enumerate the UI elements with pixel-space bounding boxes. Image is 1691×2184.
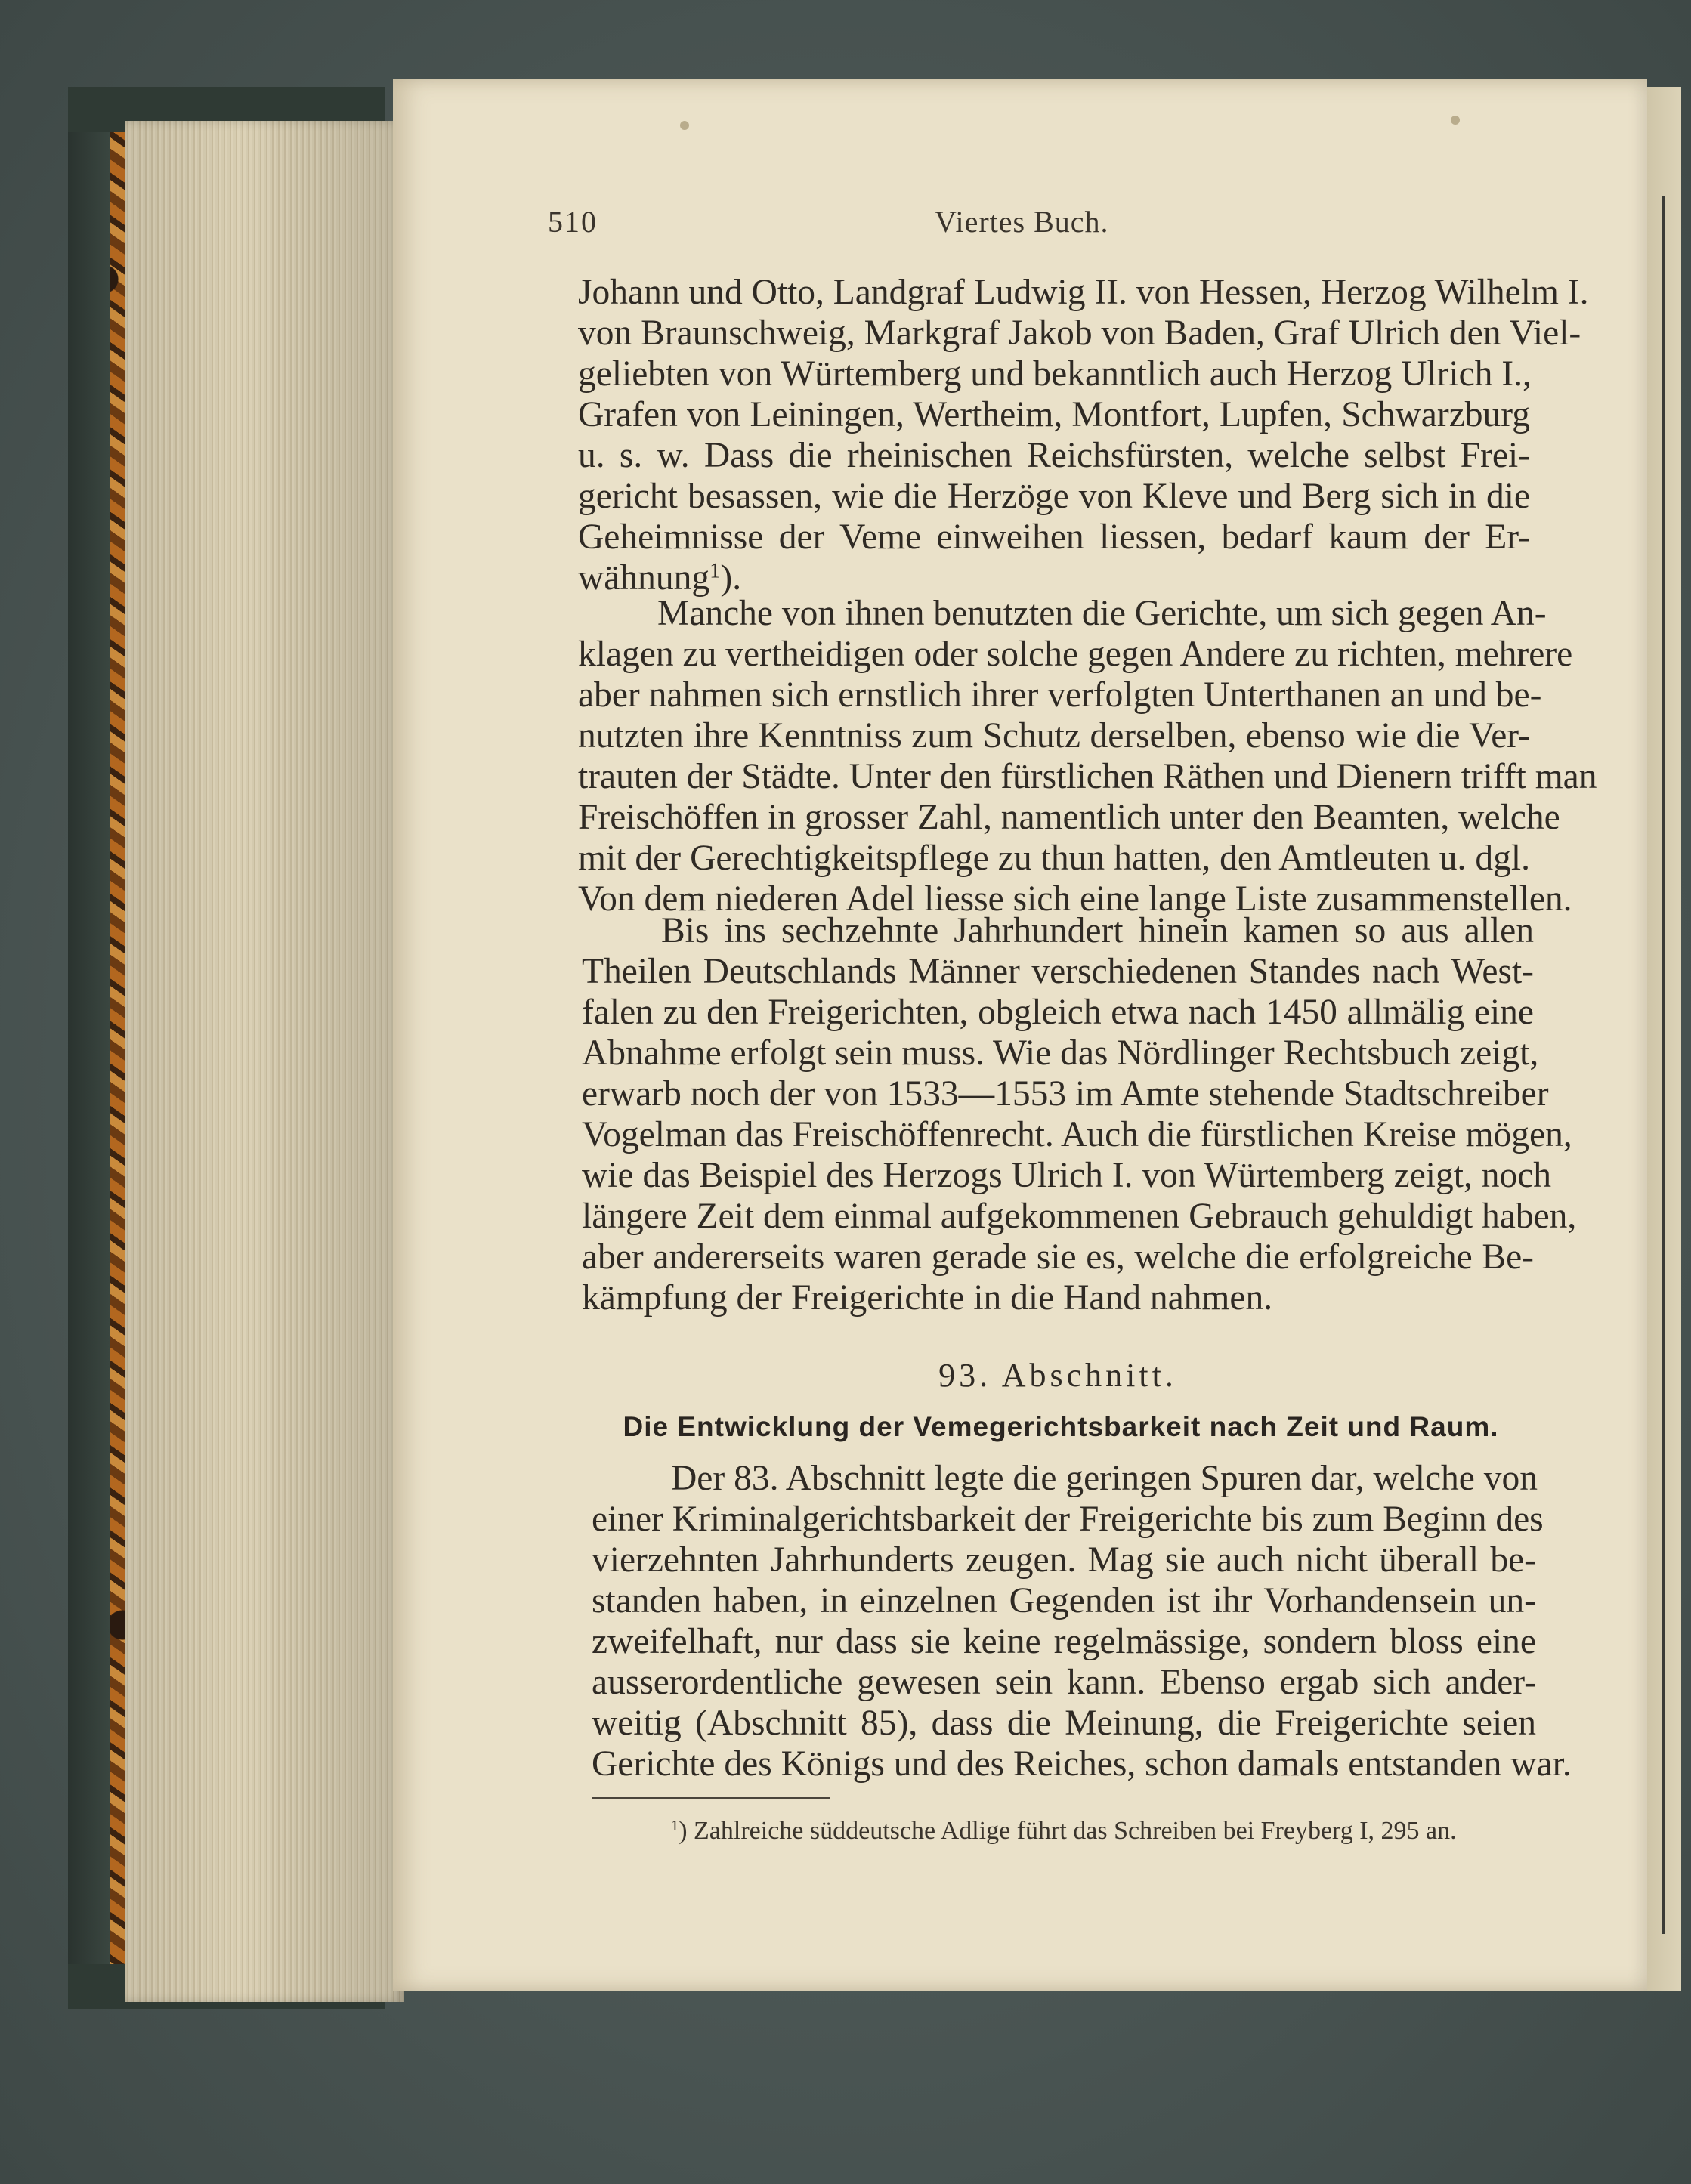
text-line: nutzten ihre Kenntniss zum Schutz derselben, ebenso wie die Ver-	[578, 716, 1530, 755]
footnote-marker: 1	[671, 1817, 679, 1834]
text-line: u. s. w. Dass die rheinischen Reichsfürsten, welche selbst Frei-	[578, 436, 1530, 475]
paper-spot	[1451, 116, 1460, 125]
footnote-divider	[592, 1797, 830, 1799]
paper-spot	[680, 121, 689, 130]
text-line-fragment: wähnung	[578, 558, 710, 598]
text-line: kämpfung der Freigerichte in die Hand nahmen.	[582, 1278, 1273, 1318]
text-line: zweifelhaft, nur dass sie keine regelmässige, sondern bloss eine	[592, 1622, 1536, 1661]
text-line: trauten der Städte. Unter den fürstlichen Räthen und Dienern trifft man	[578, 757, 1597, 796]
running-title: Viertes Buch.	[935, 205, 1109, 239]
text-line: falen zu den Freigerichten, obgleich etwa nach 1450 allmälig eine	[582, 993, 1534, 1032]
text-line: weitig (Abschnitt 85), dass die Meinung, die Freigerichte seien	[592, 1704, 1536, 1743]
text-line: Von dem niederen Adel liesse sich eine lange Liste zusammenstellen.	[578, 879, 1572, 919]
text-line: einer Kriminalgerichtsbarkeit der Freigerichte bis zum Beginn des	[592, 1500, 1544, 1539]
section-title: Die Entwicklung der Vemegerichtsbarkeit nach Zeit und Raum.	[623, 1411, 1499, 1442]
text-line: Manche von ihnen benutzten die Gerichte, um sich gegen An-	[657, 594, 1547, 633]
text-line: von Braunschweig, Markgraf Jakob von Baden, Graf Ulrich den Viel-	[578, 314, 1581, 353]
text-line-fragment: ).	[720, 558, 742, 598]
text-line: Freischöffen in grosser Zahl, namentlich unter den Beamten, welche	[578, 798, 1560, 837]
text-line: Grafen von Leiningen, Wertheim, Montfort, Lupfen, Schwarzburg	[578, 395, 1530, 434]
text-line: geliebten von Würtemberg und bekanntlich auch Herzog Ulrich I.,	[578, 354, 1532, 394]
paragraph-1	[578, 272, 1589, 598]
text-line: ausserordentliche gewesen sein kann. Ebenso ergab sich ander-	[592, 1663, 1536, 1702]
text-line: wie das Beispiel des Herzogs Ulrich I. von Würtemberg zeigt, noch	[582, 1156, 1552, 1195]
text-line: Johann und Otto, Landgraf Ludwig II. von Hessen, Herzog Wilhelm I.	[578, 273, 1589, 312]
page-header	[548, 204, 1538, 249]
text-line: standen haben, in einzelnen Gegenden ist ihr Vorhandensein un-	[592, 1581, 1536, 1620]
text-line: aber nahmen sich ernstlich ihrer verfolgten Unterthanen an und be-	[578, 675, 1542, 715]
text-line: vierzehnten Jahrhunderts zeugen. Mag sie auch nicht überall be-	[592, 1540, 1536, 1580]
text-line: mit der Gerechtigkeitspflege zu thun hatten, den Amtleuten u. dgl.	[578, 839, 1530, 878]
paragraph-2	[578, 593, 1597, 919]
footnote	[671, 1817, 1536, 1846]
text-line: Vogelman das Freischöffenrecht. Auch die fürstlichen Kreise mögen,	[582, 1115, 1572, 1154]
text-line: Gerichte des Königs und des Reiches, schon damals entstanden war.	[592, 1744, 1572, 1784]
footnote-reference: 1	[709, 559, 721, 583]
page-block-shade	[125, 121, 404, 2002]
text-line: längere Zeit dem einmal aufgekommenen Gebrauch gehuldigt haben,	[582, 1197, 1577, 1236]
text-line: Abnahme erfolgt sein muss. Wie das Nördlinger Rechtsbuch zeigt,	[582, 1033, 1539, 1073]
facing-page-gutter-line	[1662, 196, 1665, 1934]
text-line: Theilen Deutschlands Männer verschiedenen Standes nach West-	[582, 952, 1534, 991]
text-line: aber andererseits waren gerade sie es, welche die erfolgreiche Be-	[582, 1237, 1534, 1277]
text-line: Der 83. Abschnitt legte die geringen Spuren dar, welche von	[671, 1459, 1538, 1498]
paragraph-3	[582, 910, 1577, 1318]
leather-spine-strip	[68, 87, 110, 2009]
text-line: Geheimnisse der Veme einweihen liessen, bedarf kaum der Er-	[578, 517, 1530, 557]
text-line: gericht besassen, wie die Herzöge von Kleve und Berg sich in die	[578, 477, 1530, 516]
page-number: 510	[548, 205, 598, 239]
footnote-text: ) Zahlreiche süddeutsche Adlige führt das Schreiben bei Freyberg I, 295 an.	[679, 1817, 1457, 1845]
section-number: 93. Abschnitt.	[938, 1357, 1177, 1394]
text-line: erwarb noch der von 1533—1553 im Amte stehende Stadtschreiber	[582, 1074, 1549, 1114]
text-line	[578, 558, 1530, 598]
paragraph-4	[592, 1458, 1572, 1784]
text-line: klagen zu vertheidigen oder solche gegen Andere zu richten, mehrere	[578, 635, 1573, 674]
text-line: Bis ins sechzehnte Jahrhundert hinein kamen so aus allen	[661, 911, 1534, 950]
